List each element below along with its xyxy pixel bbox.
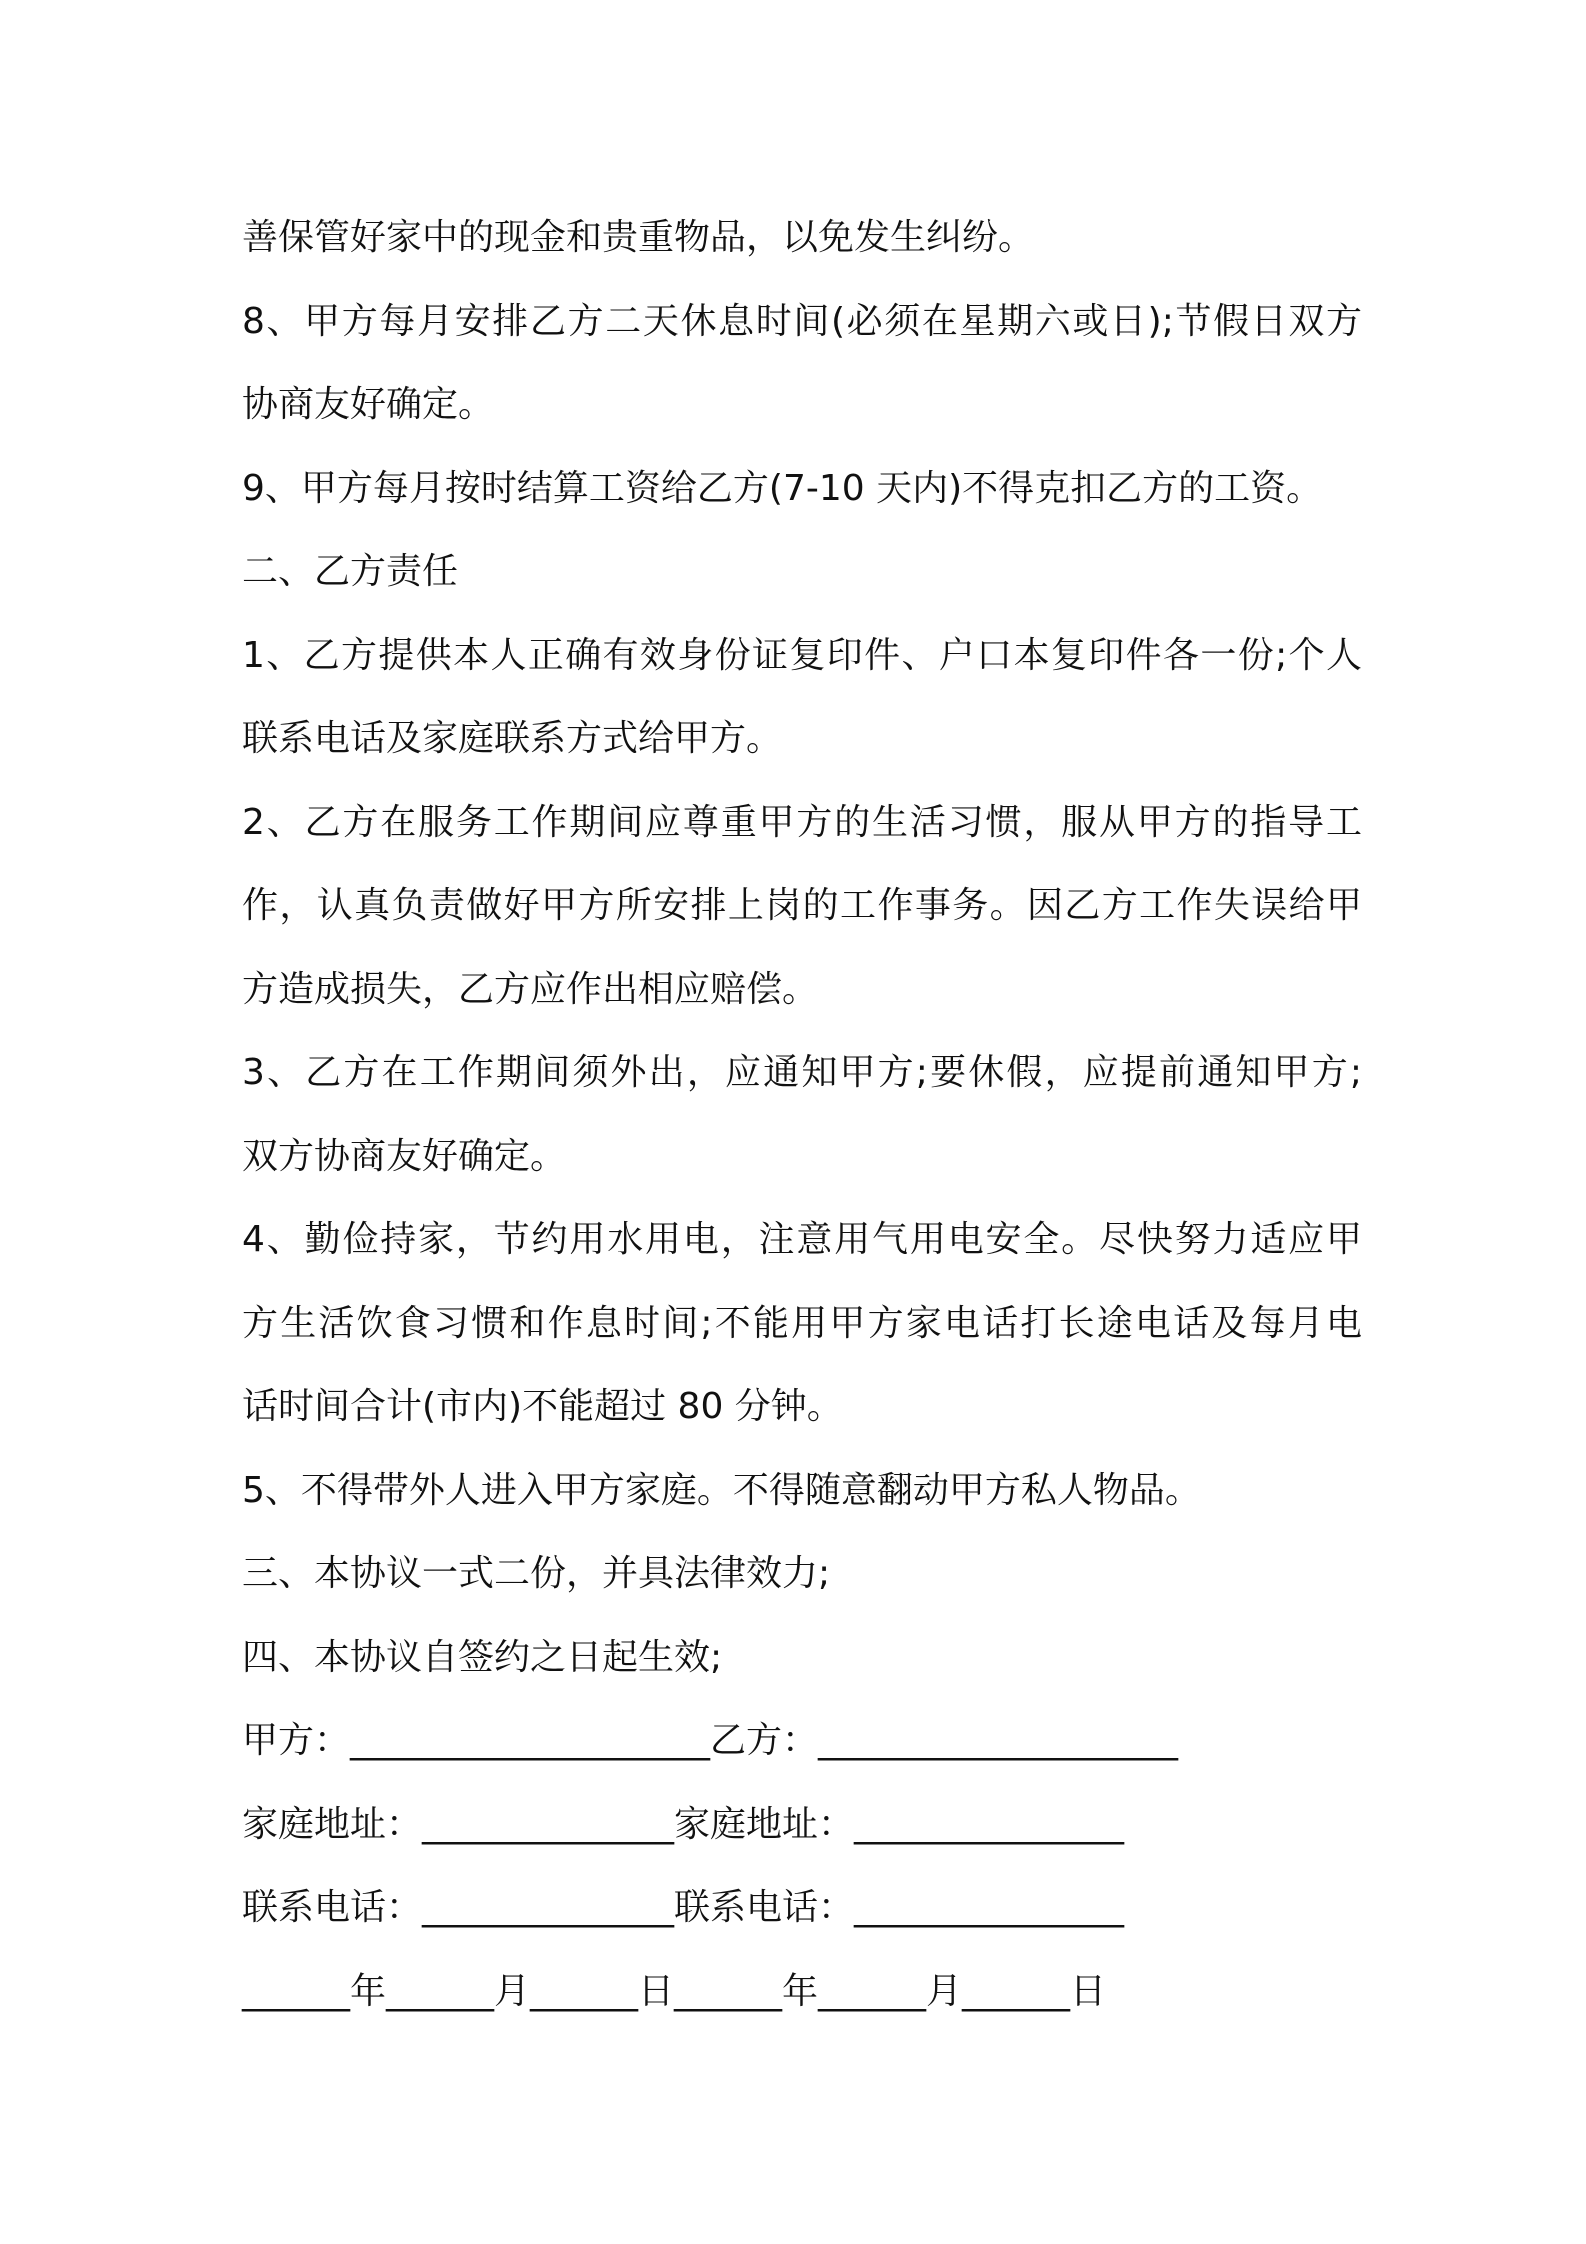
clause-b1-line-2: 联系电话及家庭联系方式给甲方。 [242,718,783,759]
signature-date-row: ______年______月______日______年______月______日 [242,1970,1106,2012]
section-three: 三、本协议一式二份，并具法律效力; [242,1553,831,1594]
clause-9: 9、甲方每月按时结算工资给乙方(7-10 天内)不得克扣乙方的工资。 [242,467,1323,509]
section-heading-party-b: 二、乙方责任 [242,551,459,592]
paragraph-line: 善保管好家中的现金和贵重物品，以免发生纠纷。 [242,217,1035,258]
signature-party-row: 甲方：____________________乙方：____________________ [242,1720,1179,1761]
clause-b1-line-1: 1、乙方提供本人正确有效身份证复印件、户口本复印件各一份;个人 [242,634,1362,676]
document-body [242,196,1362,2033]
section-four: 四、本协议自签约之日起生效; [242,1636,723,1678]
clause-b2-line-2: 作，认真负责做好甲方所安排上岗的工作事务。因乙方工作失误给甲 [242,885,1362,926]
clause-b5: 5、不得带外人进入甲方家庭。不得随意翻动甲方私人物品。 [242,1469,1201,1511]
clause-b4-line-3: 话时间合计(市内)不能超过 80 分钟。 [242,1386,843,1427]
clause-b2-line-1: 2、乙方在服务工作期间应尊重甲方的生活习惯，服从甲方的指导工 [242,801,1362,843]
signature-phone-row: 联系电话：______________联系电话：_______________ [242,1887,1125,1928]
clause-b2-line-3: 方造成损失，乙方应作出相应赔偿。 [242,968,819,1010]
clause-b4-line-2: 方生活饮食习惯和作息时间;不能用甲方家电话打长途电话及每月电 [242,1302,1362,1344]
clause-8-line-1: 8、甲方每月安排乙方二天休息时间(必须在星期六或日);节假日双方 [242,300,1362,342]
signature-address-row: 家庭地址：______________家庭地址：_______________ [242,1803,1125,1845]
clause-8-line-2: 协商友好确定。 [242,384,495,425]
clause-b3-line-2: 双方协商友好确定。 [242,1135,567,1177]
clause-b3-line-1: 3、乙方在工作期间须外出，应通知甲方;要休假，应提前通知甲方; [242,1052,1362,1093]
clause-b4-line-1: 4、勤俭持家，节约用水用电，注意用气用电安全。尽快努力适应甲 [242,1219,1362,1260]
